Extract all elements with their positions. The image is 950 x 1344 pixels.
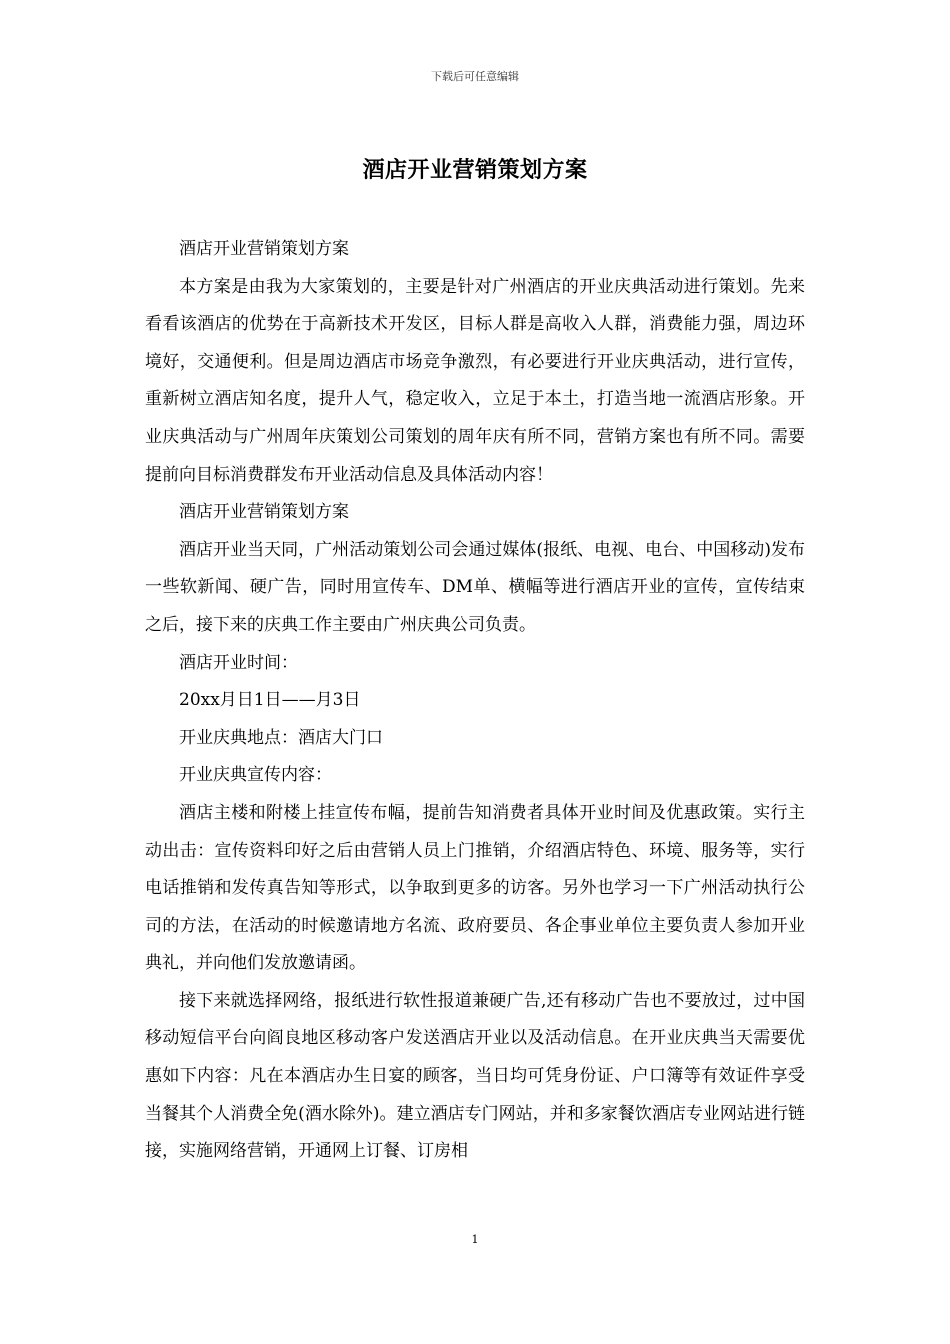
- document-body: [145, 231, 805, 1171]
- page-number: 1: [471, 1233, 479, 1246]
- paragraph-opening-time-value: 20xx月日1日——月3日: [179, 690, 361, 711]
- paragraph-media-promotion: 酒店开业当天同，广州活动策划公司会通过媒体(报纸、电视、电台、中国移动)发布一些软新闻、硬广告，同时用宣传车、DM单、横幅等进行酒店开业的宣传，宣传结束之后，接下来的庆典工作主要由广州庆典公司负责。: [145, 539, 805, 635]
- paragraph-network-marketing: 接下来就选择网络，报纸进行软性报道兼硬广告,还有移动广告也不要放过，过中国移动短信平台向阎良地区移动客户发送酒店开业以及活动信息。在开业庆典当天需要优惠如下内容：凡在本酒店办生日宴的顾客，当日均可凭身份证、户口簿等有效证件享受当餐其个人消费全免(酒水除外)。建立酒店专门网站，并和多家餐饮酒店专业网站进行链接，实施网络营销，开通网上订餐、订房相: [145, 990, 805, 1162]
- paragraph-opening-time-label: 酒店开业时间：: [179, 652, 298, 673]
- document-title: 酒店开业营销策划方案: [362, 157, 588, 183]
- paragraph-promotion-label: 开业庆典宣传内容：: [179, 765, 332, 786]
- paragraph-venue: 开业庆典地点：酒店大门口: [179, 727, 383, 748]
- paragraph-section-heading: 酒店开业营销策划方案: [179, 502, 349, 523]
- paragraph-promotion-details: 酒店主楼和附楼上挂宣传布幅，提前告知消费者具体开业时间及优惠政策。实行主动出击：宣传资料印好之后由营销人员上门推销，介绍酒店特色、环境、服务等，实行电话推销和发传真告知等形式，以争取到更多的访客。另外也学习一下广州活动执行公司的方法，在活动的时候邀请地方名流、政府要员、各企事业单位主要负责人参加开业典礼，并向他们发放邀请函。: [145, 802, 805, 974]
- paragraph-section-heading: 酒店开业营销策划方案: [179, 239, 349, 259]
- header-note: 下载后可任意编辑: [431, 70, 519, 83]
- paragraph-intro: 本方案是由我为大家策划的，主要是针对广州酒店的开业庆典活动进行策划。先来看看该酒店的优势在于高新技术开发区，目标人群是高收入人群，消费能力强，周边环境好，交通便利。但是周边酒店市场竞争激烈，有必要进行开业庆典活动，进行宣传，重新树立酒店知名度，提升人气，稳定收入，立足于本土，打造当地一流酒店形象。开业庆典活动与广州周年庆策划公司策划的周年庆有所不同，营销方案也有所不同。需要提前向目标消费群发布开业活动信息及具体活动内容！: [145, 276, 805, 485]
